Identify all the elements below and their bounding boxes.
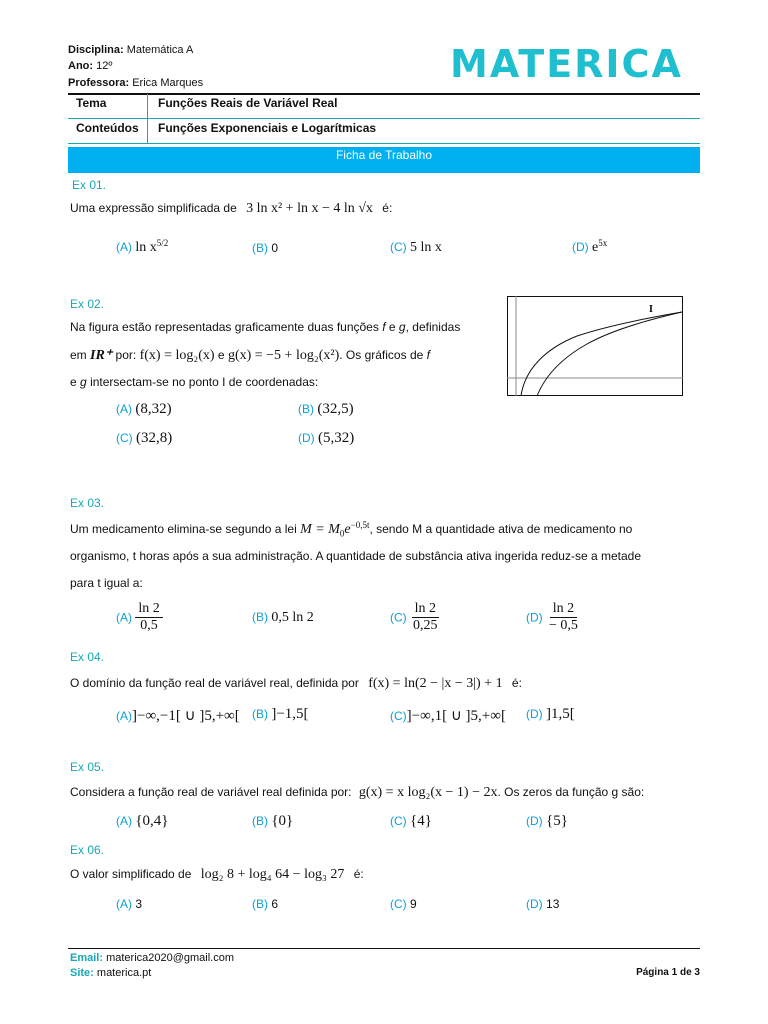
- ex02-title: Ex 02.: [70, 297, 105, 311]
- numerator: ln 2: [412, 601, 439, 618]
- option-label: (A): [116, 709, 132, 723]
- option-label: (D): [526, 897, 543, 911]
- option-label: (C): [390, 814, 407, 828]
- ex03-line1-post: , sendo M a quantidade ativa de medicamento no: [369, 522, 633, 536]
- numerator: ln 2: [135, 601, 162, 618]
- law-lhs: M = M: [300, 522, 340, 537]
- ex01-option-b[interactable]: [252, 241, 278, 255]
- option-label: (A): [116, 814, 132, 828]
- ex05-option-c[interactable]: [390, 813, 432, 830]
- ex05-option-b[interactable]: [252, 813, 293, 830]
- law-exponent: −0,5t: [350, 520, 370, 530]
- ano-value: 12º: [96, 60, 113, 72]
- option-label: (B): [298, 402, 314, 416]
- option-fraction: [546, 601, 581, 634]
- option-label: (D): [526, 610, 543, 625]
- option-label: (C): [116, 431, 133, 445]
- option-label: (A): [116, 402, 132, 416]
- por: por:: [115, 348, 137, 362]
- email-label: Email:: [70, 952, 104, 964]
- ex06-stem: [70, 867, 364, 883]
- option-exponent: 5/2: [156, 238, 169, 248]
- option-value: (32,5): [317, 401, 354, 417]
- ficha-title: Ficha de Trabalho: [335, 148, 433, 162]
- ex02-line2: [70, 347, 500, 364]
- set-irplus: IR⁺: [90, 348, 113, 363]
- graph-frame: [508, 297, 683, 396]
- option-fraction: [410, 601, 441, 634]
- ex05-stem: [70, 785, 644, 801]
- ex04-title: Ex 04.: [70, 650, 105, 664]
- ex02-line3: [70, 375, 318, 389]
- email-link[interactable]: materica2020@gmail.com: [106, 952, 235, 964]
- ex02-option-c[interactable]: [116, 430, 172, 447]
- conj: e: [388, 320, 396, 334]
- option-label: (D): [526, 814, 543, 828]
- ex04-option-c[interactable]: [390, 706, 506, 725]
- ex05-option-d[interactable]: [526, 813, 568, 830]
- option-value: 13: [546, 897, 560, 911]
- law-e: e: [344, 522, 351, 537]
- ficha-band: [68, 147, 700, 173]
- professora-line: [68, 77, 203, 89]
- footer-site: [70, 967, 151, 979]
- row-divider: [147, 94, 148, 118]
- ex04-option-d[interactable]: [526, 706, 575, 723]
- denominator: 0,5: [140, 618, 158, 633]
- option-value: {4}: [410, 813, 432, 829]
- numerator: ln 2: [550, 601, 577, 618]
- option-label: (C): [390, 709, 407, 723]
- ex03-line3: para t igual a:: [70, 576, 143, 590]
- option-value: (32,8): [136, 430, 173, 446]
- option-value: 0: [271, 241, 279, 255]
- ex02-option-b[interactable]: [298, 401, 354, 418]
- option-label: (A): [116, 897, 132, 911]
- conteudos-row: [68, 119, 700, 144]
- ex05-stem-expr: g(x) = x log₂(x − 1) − 2x: [358, 785, 498, 800]
- ex01-option-a[interactable]: [116, 238, 168, 256]
- ex03-title: Ex 03.: [70, 496, 105, 510]
- option-value: (5,32): [318, 430, 355, 446]
- g-expr: g(x) = −5 + log₂(x²): [227, 348, 340, 363]
- disciplina-label: Disciplina:: [68, 44, 124, 56]
- ex02-line1-pre: Na figura estão representadas graficamente duas funções: [70, 320, 379, 334]
- ex01-stem: [70, 201, 392, 217]
- ex02-option-a[interactable]: [116, 401, 172, 418]
- ex02-line2-post: . Os gráficos de: [339, 348, 424, 362]
- option-label: (B): [252, 814, 268, 828]
- ex05-title: Ex 05.: [70, 760, 105, 774]
- ex03-line2: organismo, t horas após a sua administração. A quantidade de substância ativa ingerida reduz-se a metade: [70, 549, 642, 563]
- footer-rule: [68, 948, 700, 949]
- option-value: ]−1,5[: [271, 706, 309, 722]
- law-subscript: 0: [339, 528, 345, 539]
- ex02-option-d[interactable]: [298, 430, 354, 447]
- conteudos-value: Funções Exponenciais e Logarítmicas: [158, 121, 377, 135]
- conj: e: [217, 348, 225, 362]
- option-label: (C): [390, 897, 407, 911]
- ex05-stem-pre: Considera a função real de variável real definida por:: [70, 785, 352, 799]
- tema-label: Tema: [76, 96, 107, 110]
- ex03-line1: [70, 520, 632, 538]
- option-value: ]1,5[: [546, 706, 575, 722]
- ex04-option-a[interactable]: [116, 706, 240, 725]
- denominator: 0,25: [413, 618, 438, 633]
- option-value: {0}: [271, 813, 294, 829]
- site-link[interactable]: materica.pt: [96, 967, 152, 979]
- ex04-stem-expr: f(x) = ln(2 − |x − 3|) + 1: [368, 676, 503, 691]
- option-value: (8,32): [135, 401, 172, 417]
- materica-logo: MATERICA: [450, 42, 683, 86]
- ex01-option-c[interactable]: [390, 240, 442, 256]
- row-divider: [147, 119, 148, 143]
- tema-value: Funções Reais de Variável Real: [158, 96, 338, 110]
- ex06-stem-post: é:: [353, 867, 364, 881]
- ex06-option-c[interactable]: [390, 897, 417, 911]
- option-fraction: [135, 601, 162, 634]
- ex03-line1-pre: Um medicamento elimina-se segundo a lei: [70, 522, 297, 536]
- option-label: (C): [390, 240, 407, 254]
- option-exponent: 5x: [598, 238, 608, 248]
- ex04-option-b[interactable]: [252, 706, 309, 723]
- professora-label: Professora:: [68, 77, 130, 89]
- option-value: ]−∞,1[ ∪ ]5,+∞[: [406, 708, 506, 724]
- ex01-stem-expr: 3 ln x² + ln x − 4 ln √x: [246, 201, 373, 216]
- ex03-option-d[interactable]: [526, 601, 581, 634]
- ex03-option-a[interactable]: [116, 601, 163, 634]
- option-value: {0,4}: [135, 813, 169, 829]
- option-value: ln x: [135, 240, 157, 255]
- page-number: Página 1 de 3: [636, 967, 700, 978]
- conj: e: [70, 375, 77, 389]
- ex02-line1: [70, 320, 496, 334]
- ex06-title: Ex 06.: [70, 843, 105, 857]
- ex03-option-c[interactable]: [390, 601, 441, 634]
- footer-email: [70, 952, 234, 964]
- ex04-stem-post: é:: [511, 676, 522, 690]
- denominator: − 0,5: [549, 618, 578, 633]
- em: em: [70, 348, 87, 362]
- option-value: ]−∞,−1[ ∪ ]5,+∞[: [132, 708, 240, 724]
- ex02-line3-post: intersectam-se no ponto I de coordenadas:: [90, 375, 319, 389]
- ex03-option-b[interactable]: [252, 610, 314, 626]
- option-label: (B): [252, 610, 268, 624]
- option-value: 6: [271, 897, 279, 911]
- ex01-stem-pre: Uma expressão simplificada de: [70, 201, 237, 215]
- ano-line: [68, 60, 112, 72]
- f-var: f: [426, 348, 430, 362]
- ex01-title: Ex 01.: [72, 178, 107, 192]
- ex01-stem-post: é:: [382, 201, 393, 215]
- option-label: (B): [252, 707, 268, 721]
- f-expr: f(x) = log₂(x): [139, 348, 215, 363]
- ex02-line1-post: , definidas: [405, 320, 461, 334]
- option-label: (D): [526, 707, 543, 721]
- option-value: 0,5 ln 2: [271, 610, 314, 625]
- ano-label: Ano:: [68, 60, 94, 72]
- site-label: Site:: [70, 967, 94, 979]
- option-label: (C): [390, 610, 407, 625]
- disciplina-line: [68, 44, 193, 56]
- option-label: (D): [572, 240, 589, 254]
- option-value: 5 ln x: [410, 240, 442, 255]
- professora-value: Erica Marques: [132, 77, 204, 89]
- f-var: f: [382, 320, 386, 334]
- tema-row: [68, 94, 700, 119]
- option-value: {5}: [546, 813, 568, 829]
- ex06-option-d[interactable]: [526, 897, 559, 911]
- ex05-option-a[interactable]: [116, 813, 169, 830]
- option-label: (A): [116, 240, 132, 254]
- option-value: 9: [410, 897, 417, 911]
- option-label: (D): [298, 431, 315, 445]
- ex06-option-b[interactable]: [252, 897, 278, 911]
- option-label: (B): [252, 241, 268, 255]
- ex02-graph: [507, 296, 683, 396]
- option-value: e: [592, 240, 599, 255]
- option-label: (A): [116, 610, 132, 625]
- ex06-option-a[interactable]: [116, 897, 142, 911]
- ex05-stem-post: . Os zeros da função g são:: [497, 785, 645, 799]
- g-var: g: [398, 320, 406, 334]
- conteudos-label: Conteúdos: [76, 121, 139, 135]
- ex06-stem-expr: log₂ 8 + log₄ 64 − log₃ 27: [200, 867, 345, 882]
- ex06-stem-pre: O valor simplificado de: [70, 867, 192, 881]
- ex04-stem-pre: O domínio da função real de variável real, definida por: [70, 676, 359, 690]
- option-label: (B): [252, 897, 268, 911]
- point-i-label: I: [649, 304, 653, 315]
- ex01-option-d[interactable]: [572, 238, 607, 256]
- g-var: g: [80, 375, 87, 389]
- disciplina-value: Matemática A: [126, 44, 194, 56]
- option-value: 3: [135, 897, 143, 911]
- ex04-stem: [70, 676, 522, 692]
